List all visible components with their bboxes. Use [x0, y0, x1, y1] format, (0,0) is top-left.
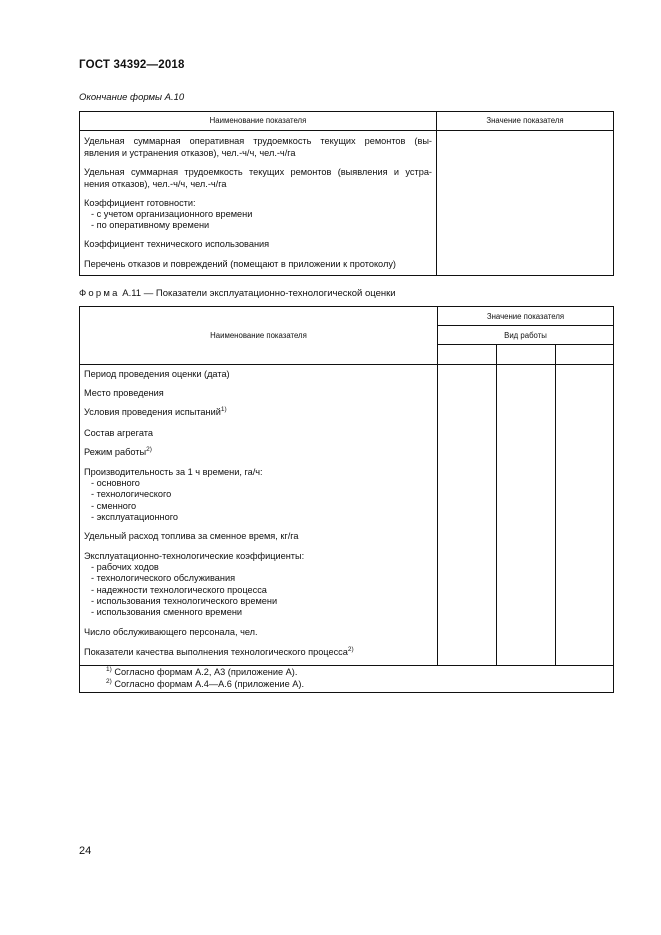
table2-caption [79, 288, 396, 299]
footnote-1 [106, 667, 297, 678]
table2-row-3-text: Условия проведения испытаний [84, 407, 221, 417]
table1-row-1-line-1: Удельная суммарная оперативная трудоемкость текущих ремонтов (вы- [84, 136, 432, 146]
table1-col-name-header: Наименование показателя [209, 116, 307, 125]
table2-row-8-item-4: - использования технологического времени [91, 596, 278, 606]
footnote-ref-1: 1) [220, 406, 227, 413]
footnote-ref-2: 2) [146, 446, 152, 453]
footnote-1-mark: 1) [106, 666, 112, 673]
page-number: 24 [79, 845, 92, 857]
table2-row-8-item-3: - надежности технологического процесса [91, 585, 267, 595]
table1-col-value-header: Значение показателя [486, 116, 564, 125]
table2-row-7: Удельный расход топлива за сменное время, кг/га [84, 531, 299, 541]
table1-row-3-line-3: - по оперативному времени [91, 220, 210, 230]
table2-row-3 [84, 407, 227, 418]
document-header: ГОСТ 34392—2018 [79, 59, 185, 71]
table2-row-8-item-5: - использования сменного времени [91, 607, 243, 617]
table2-row-8-item-2: - технологического обслуживания [91, 573, 236, 583]
table1-row-5-line-1: Перечень отказов и повреждений (помещают в приложении к протоколу) [84, 259, 396, 269]
table2-row-6-item-3: - сменного [91, 501, 137, 511]
footnote-1-text: Согласно формам А.2, А3 (приложение А). [114, 667, 298, 677]
table1-row-2-line-2: нения отказов), чел.-ч/ч, чел.-ч/га [84, 179, 227, 189]
table2-row-8-item-1: - рабочих ходов [91, 562, 159, 572]
table1-row-4-line-1: Коэффициент технического использования [84, 239, 270, 249]
table2-row-2: Место проведения [84, 388, 164, 398]
table2-col-name-header: Наименование показателя [210, 331, 307, 340]
footnote-2 [106, 679, 304, 690]
table2-row-6-item-1: - основного [91, 478, 140, 488]
table1-row-3-line-2: - с учетом организационного времени [91, 209, 253, 219]
table2-row-6: Производительность за 1 ч времени, га/ч: [84, 467, 263, 477]
table1-caption: Окончание формы А.10 [79, 92, 185, 103]
table2-row-6-item-2: - технологического [91, 489, 172, 499]
table1-row-3-line-1: Коэффициент готовности: [84, 198, 196, 208]
table2-row-10 [84, 647, 354, 658]
table2-row-1: Период проведения оценки (дата) [84, 369, 230, 379]
table2-row-5-text: Режим работы [84, 447, 147, 457]
table1-row-2-line-1: Удельная суммарная трудоемкость текущих ремонтов (выявления и устра- [84, 167, 432, 177]
table2-col-value-header: Значение показателя [486, 312, 565, 321]
table2-col-work-header: Вид работы [504, 331, 547, 340]
footnote-2-mark: 2) [106, 678, 112, 685]
table2-row-5 [84, 447, 152, 458]
footnote-2-text: Согласно формам А.4—А.6 (приложение А). [114, 679, 305, 689]
table1-row-1-line-2: явления и устранения отказов), чел.-ч/ч, чел.-ч/га [84, 148, 296, 158]
form-word: Форма [79, 288, 120, 299]
table2-row-9: Число обслуживающего персонала, чел. [84, 627, 258, 637]
table2-row-6-item-4: - эксплуатационного [91, 512, 178, 522]
footnote-ref-2b: 2) [347, 646, 354, 653]
table2-caption-text: А.11 — Показатели эксплуатационно-технологической оценки [122, 288, 396, 299]
table2-row-10-text: Показатели качества выполнения технологического процесса [84, 647, 348, 657]
table2-row-8: Эксплуатационно-технологические коэффициенты: [84, 551, 305, 561]
table2-row-4: Состав агрегата [84, 428, 153, 438]
